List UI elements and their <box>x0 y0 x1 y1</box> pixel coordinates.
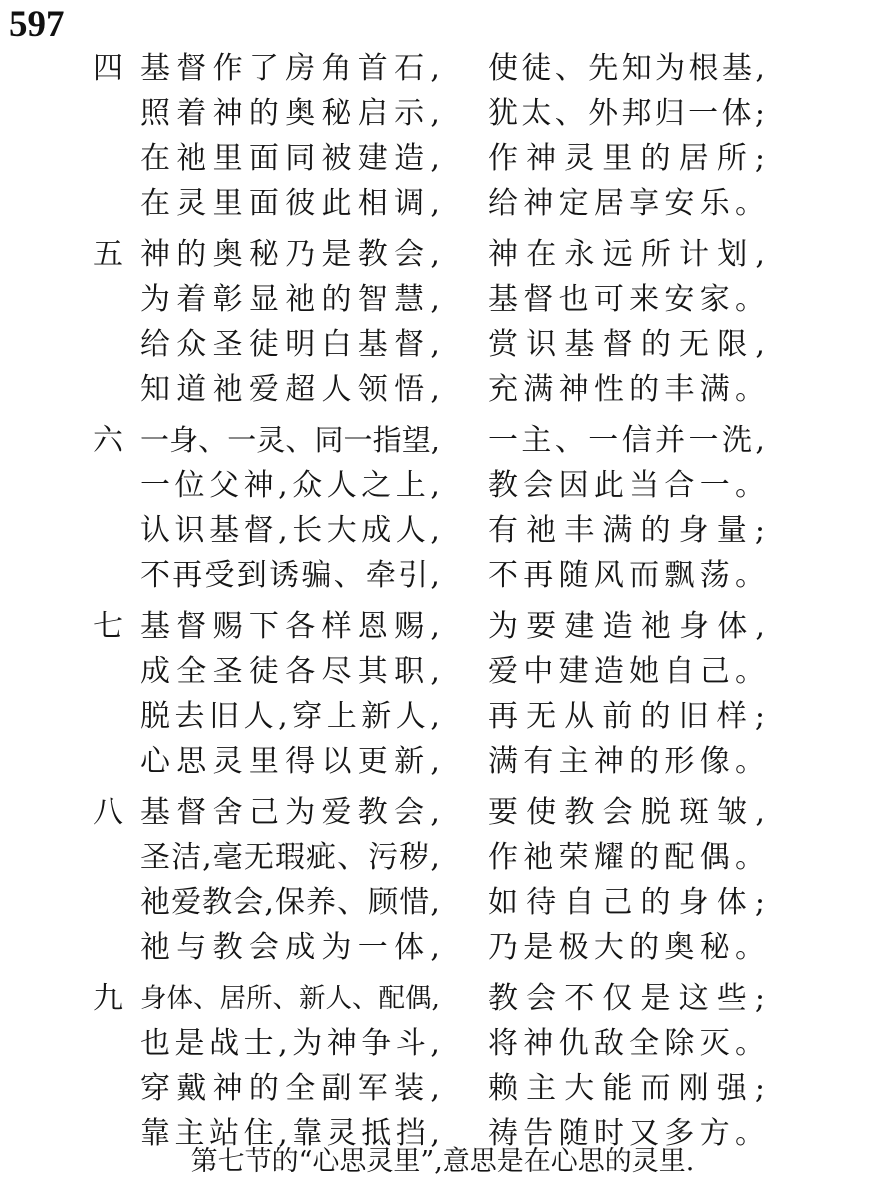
verse-line: 圣 洁 , 毫 无 瑕 疵 、 污 秽 , <box>140 840 440 875</box>
stanza-left-column <box>140 604 440 784</box>
verse-line: 犹 太 、 外 邦 归 一 体 ; <box>488 96 765 131</box>
verse-line: 也 是 战 士 , 为 神 争 斗 , <box>140 1026 440 1061</box>
stanza-number: 七 <box>93 609 123 644</box>
verse-line: 在 灵 里 面 彼 此 相 调 , <box>140 186 440 221</box>
verse-line: 有 祂 丰 满 的 身 量 ; <box>488 513 765 548</box>
verse-line: 基 督 舍 己 为 爱 教 会 , <box>140 795 440 830</box>
verse-line: 将 神 仇 敌 全 除 灭 。 <box>488 1026 765 1061</box>
verse-line: 乃 是 极 大 的 奥 秘 。 <box>488 930 765 965</box>
footnote: 第七节的“心思灵里”,意思是在心思的灵里. <box>190 1146 695 1177</box>
verse-line: 充 满 神 性 的 丰 满 。 <box>488 372 765 407</box>
stanza-right-column <box>488 418 765 598</box>
stanza-9 <box>93 976 765 1156</box>
verse-line: 教 会 因 此 当 合 一 。 <box>488 468 765 503</box>
stanza-left-column <box>140 418 440 598</box>
verse-line: 一 主 、 一 信 并 一 洗 , <box>488 423 765 458</box>
stanza-7 <box>93 604 765 784</box>
stanza-5 <box>93 232 765 412</box>
verse-line: 心 思 灵 里 得 以 更 新 , <box>140 744 440 779</box>
verse-line: 不 再 随 风 而 飘 荡 。 <box>488 558 765 593</box>
verse-line: 认 识 基 督 , 长 大 成 人 , <box>140 513 440 548</box>
verse-line: 要 使 教 会 脱 斑 皱 , <box>488 795 765 830</box>
stanza-8 <box>93 790 765 970</box>
page-number: 597 <box>9 4 65 45</box>
stanza-6 <box>93 418 765 598</box>
verse-line: 赖 主 大 能 而 刚 强 ; <box>488 1071 765 1106</box>
stanza-right-column <box>488 232 765 412</box>
verse-line: 基 督 赐 下 各 样 恩 赐 , <box>140 609 440 644</box>
stanza-number: 五 <box>93 237 123 272</box>
stanza-left-column <box>140 976 440 1156</box>
verse-line: 成 全 圣 徒 各 尽 其 职 , <box>140 654 440 689</box>
verse-line: 赏 识 基 督 的 无 限 , <box>488 327 765 362</box>
verse-line: 满 有 主 神 的 形 像 。 <box>488 744 765 779</box>
stanza-left-column <box>140 232 440 412</box>
verse-line: 在 祂 里 面 同 被 建 造 , <box>140 141 440 176</box>
verse-line: 知 道 祂 爱 超 人 领 悟 , <box>140 372 440 407</box>
verse-line: 神 在 永 远 所 计 划 , <box>488 237 765 272</box>
verse-line: 祂 与 教 会 成 为 一 体 , <box>140 930 440 965</box>
stanza-right-column <box>488 790 765 970</box>
verse-line: 使 徒 、 先 知 为 根 基 , <box>488 51 765 86</box>
verse-line: 穿 戴 神 的 全 副 军 装 , <box>140 1071 440 1106</box>
verse-line: 作 祂 荣 耀 的 配 偶 。 <box>488 840 765 875</box>
verse-line: 教 会 不 仅 是 这 些 ; <box>488 981 765 1016</box>
verse-line: 神 的 奥 秘 乃 是 教 会 , <box>140 237 440 272</box>
verse-line: 一 位 父 神 , 众 人 之 上 , <box>140 468 440 503</box>
stanza-4 <box>93 46 765 226</box>
verse-line: 基 督 作 了 房 角 首 石 , <box>140 51 440 86</box>
verse-line: 祂 爱 教 会 , 保 养 、 顾 惜 , <box>140 885 440 920</box>
verse-line: 如 待 自 己 的 身 体 ; <box>488 885 765 920</box>
stanza-number: 四 <box>93 51 123 86</box>
stanza-left-column <box>140 46 440 226</box>
verse-line: 脱 去 旧 人 , 穿 上 新 人 , <box>140 699 440 734</box>
stanza-right-column <box>488 46 765 226</box>
verse-line: 一 身 、 一 灵 、 同 一 指 望 , <box>140 423 440 457</box>
stanza-right-column <box>488 604 765 784</box>
verse-line: 爱 中 建 造 她 自 己 。 <box>488 654 765 689</box>
stanza-number: 九 <box>93 981 123 1016</box>
verse-line: 再 无 从 前 的 旧 样 ; <box>488 699 765 734</box>
verse-line: 不 再 受 到 诱 骗 、 牵 引 , <box>140 558 440 593</box>
stanza-number: 八 <box>93 795 123 830</box>
verse-line: 基 督 也 可 来 安 家 。 <box>488 282 765 317</box>
stanza-right-column <box>488 976 765 1156</box>
verse-line: 祷 告 随 时 又 多 方 。 <box>488 1116 765 1151</box>
verse-line: 身 体 、 居 所 、 新 人 、 配 偶 , <box>140 983 440 1014</box>
verse-line: 照 着 神 的 奥 秘 启 示 , <box>140 96 440 131</box>
verse-line: 为 要 建 造 祂 身 体 , <box>488 609 765 644</box>
hymn-verses <box>93 46 765 1162</box>
verse-line: 为 着 彰 显 祂 的 智 慧 , <box>140 282 440 317</box>
stanza-number: 六 <box>93 423 123 458</box>
verse-line: 作 神 灵 里 的 居 所 ; <box>488 141 765 176</box>
verse-line: 给 神 定 居 享 安 乐 。 <box>488 186 765 221</box>
verse-line: 靠 主 站 住 , 靠 灵 抵 挡 , <box>140 1116 440 1151</box>
verse-line: 给 众 圣 徒 明 白 基 督 , <box>140 327 440 362</box>
stanza-left-column <box>140 790 440 970</box>
